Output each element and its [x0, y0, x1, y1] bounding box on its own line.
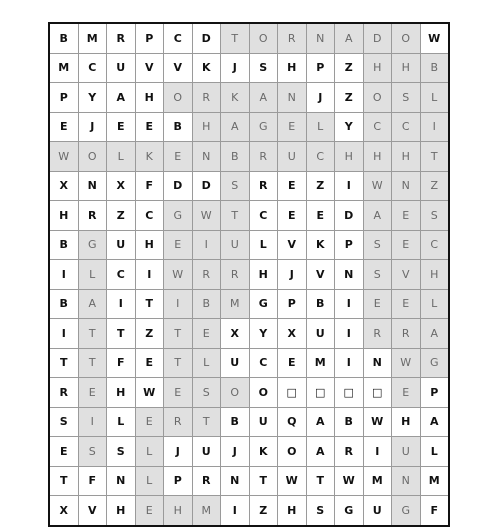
grid-cell[interactable]: H [363, 142, 392, 172]
grid-cell[interactable]: □ [335, 378, 364, 408]
grid-cell[interactable]: Z [249, 496, 278, 526]
grid-cell[interactable]: X [49, 496, 78, 526]
grid-cell[interactable]: S [363, 230, 392, 260]
grid-cell[interactable]: S [249, 53, 278, 83]
grid-cell[interactable]: E [192, 319, 221, 349]
grid-cell[interactable]: T [221, 201, 250, 231]
grid-cell[interactable]: I [135, 260, 164, 290]
grid-cell[interactable]: L [420, 437, 449, 467]
grid-cell[interactable]: A [335, 23, 364, 53]
grid-cell[interactable]: E [278, 348, 307, 378]
grid-cell[interactable]: A [78, 289, 107, 319]
grid-cell[interactable]: E [135, 496, 164, 526]
grid-cell[interactable]: T [164, 319, 193, 349]
grid-cell[interactable]: R [192, 260, 221, 290]
grid-cell[interactable]: R [392, 319, 421, 349]
grid-cell[interactable]: B [306, 289, 335, 319]
grid-cell[interactable]: L [249, 230, 278, 260]
grid-cell[interactable]: A [306, 437, 335, 467]
grid-cell[interactable]: K [306, 230, 335, 260]
grid-cell[interactable]: W [192, 201, 221, 231]
grid-cell[interactable]: I [107, 289, 136, 319]
grid-cell[interactable]: V [278, 230, 307, 260]
grid-cell[interactable]: A [363, 201, 392, 231]
grid-cell[interactable]: N [306, 23, 335, 53]
grid-cell[interactable]: M [420, 466, 449, 496]
grid-cell[interactable]: R [78, 201, 107, 231]
grid-cell[interactable]: P [49, 83, 78, 113]
grid-cell[interactable]: E [78, 378, 107, 408]
grid-cell[interactable]: J [78, 112, 107, 142]
grid-cell[interactable]: R [192, 83, 221, 113]
grid-cell[interactable]: D [192, 23, 221, 53]
grid-cell[interactable]: U [107, 230, 136, 260]
grid-cell[interactable]: V [392, 260, 421, 290]
grid-cell[interactable]: Z [107, 201, 136, 231]
grid-cell[interactable]: V [135, 53, 164, 83]
grid-cell[interactable]: B [49, 230, 78, 260]
grid-cell[interactable]: T [164, 348, 193, 378]
grid-cell[interactable]: G [78, 230, 107, 260]
grid-cell[interactable]: E [392, 201, 421, 231]
grid-cell[interactable]: H [107, 378, 136, 408]
grid-row [49, 171, 449, 201]
grid-row [49, 319, 449, 349]
grid-cell[interactable]: A [420, 319, 449, 349]
grid-cell[interactable]: N [363, 348, 392, 378]
grid-cell[interactable]: E [278, 112, 307, 142]
grid-row [49, 83, 449, 113]
grid-cell[interactable]: M [78, 23, 107, 53]
grid-row [49, 230, 449, 260]
grid-cell[interactable]: W [392, 348, 421, 378]
grid-cell[interactable]: E [392, 378, 421, 408]
grid-cell[interactable]: J [278, 260, 307, 290]
grid-row [49, 260, 449, 290]
grid-cell[interactable]: E [49, 437, 78, 467]
grid-cell[interactable]: E [363, 289, 392, 319]
grid-cell[interactable]: Q [278, 407, 307, 437]
grid-cell[interactable]: W [363, 171, 392, 201]
grid-cell[interactable]: M [306, 348, 335, 378]
grid-cell[interactable]: K [192, 53, 221, 83]
grid-cell[interactable]: F [78, 466, 107, 496]
grid-cell[interactable]: L [135, 437, 164, 467]
grid-cell[interactable]: S [306, 496, 335, 526]
grid-cell[interactable]: N [335, 260, 364, 290]
grid-cell[interactable]: A [107, 83, 136, 113]
grid-cell[interactable]: K [249, 437, 278, 467]
grid-cell[interactable]: C [392, 112, 421, 142]
grid-cell[interactable]: B [49, 289, 78, 319]
grid-cell[interactable]: I [335, 319, 364, 349]
grid-cell[interactable]: W [420, 23, 449, 53]
grid-cell[interactable]: U [249, 407, 278, 437]
grid-cell[interactable]: D [192, 171, 221, 201]
grid-cell[interactable]: C [420, 230, 449, 260]
grid-cell[interactable]: T [249, 466, 278, 496]
grid-cell[interactable]: U [278, 142, 307, 172]
grid-cell[interactable]: I [363, 437, 392, 467]
grid-cell[interactable]: H [363, 53, 392, 83]
grid-cell[interactable]: P [164, 466, 193, 496]
grid-cell[interactable]: E [278, 201, 307, 231]
grid-cell[interactable]: J [164, 437, 193, 467]
grid-cell[interactable]: R [363, 319, 392, 349]
grid-cell[interactable]: T [49, 348, 78, 378]
grid-cell[interactable]: V [306, 260, 335, 290]
grid-cell[interactable]: E [278, 171, 307, 201]
grid-cell[interactable]: I [335, 171, 364, 201]
grid-cell[interactable]: V [78, 496, 107, 526]
grid-cell[interactable]: F [420, 496, 449, 526]
grid-cell[interactable]: H [392, 407, 421, 437]
grid-cell[interactable]: O [164, 83, 193, 113]
grid-cell[interactable]: N [107, 466, 136, 496]
grid-cell[interactable]: L [192, 348, 221, 378]
grid-cell[interactable]: P [335, 230, 364, 260]
grid-cell[interactable]: U [221, 348, 250, 378]
grid-row [49, 466, 449, 496]
grid-cell[interactable]: A [420, 407, 449, 437]
grid-cell[interactable]: V [164, 53, 193, 83]
grid-cell[interactable]: I [420, 112, 449, 142]
grid-cell[interactable]: S [192, 378, 221, 408]
grid-cell[interactable]: E [164, 378, 193, 408]
grid-cell[interactable]: J [306, 83, 335, 113]
grid-row [49, 378, 449, 408]
grid-cell[interactable]: K [135, 142, 164, 172]
grid-cell[interactable]: C [164, 23, 193, 53]
grid-cell[interactable]: O [249, 23, 278, 53]
grid-cell[interactable]: X [221, 319, 250, 349]
grid-cell[interactable]: L [107, 407, 136, 437]
grid-cell[interactable]: P [306, 53, 335, 83]
grid-cell[interactable]: U [306, 319, 335, 349]
grid-cell[interactable]: R [249, 171, 278, 201]
grid-cell[interactable]: O [221, 378, 250, 408]
grid-cell[interactable]: S [221, 171, 250, 201]
grid-row [49, 348, 449, 378]
grid-cell[interactable]: A [249, 83, 278, 113]
grid-cell[interactable]: P [278, 289, 307, 319]
grid-cell[interactable]: P [420, 378, 449, 408]
grid-row [49, 142, 449, 172]
grid-cell[interactable]: T [221, 23, 250, 53]
grid-cell[interactable]: T [49, 466, 78, 496]
grid-cell[interactable]: E [107, 112, 136, 142]
grid-cell[interactable]: Y [249, 319, 278, 349]
grid-cell[interactable]: R [278, 23, 307, 53]
grid-cell[interactable]: I [221, 496, 250, 526]
grid-cell[interactable]: U [221, 230, 250, 260]
grid-cell[interactable]: E [392, 230, 421, 260]
grid-cell[interactable]: R [49, 378, 78, 408]
grid-cell[interactable]: T [135, 289, 164, 319]
grid-cell[interactable]: R [192, 466, 221, 496]
grid-cell[interactable]: N [278, 83, 307, 113]
grid-row [49, 407, 449, 437]
grid-cell[interactable]: U [392, 437, 421, 467]
grid-cell[interactable]: Z [135, 319, 164, 349]
grid-cell[interactable]: H [192, 112, 221, 142]
grid-cell[interactable]: B [164, 112, 193, 142]
grid-cell[interactable]: Y [78, 83, 107, 113]
grid-cell[interactable]: R [249, 142, 278, 172]
grid-cell[interactable]: W [135, 378, 164, 408]
word-search-grid [48, 22, 450, 527]
grid-row [49, 23, 449, 53]
grid-cell[interactable]: X [107, 171, 136, 201]
grid-cell[interactable]: B [49, 23, 78, 53]
grid-cell[interactable]: M [192, 496, 221, 526]
grid-cell[interactable]: J [221, 53, 250, 83]
grid-cell[interactable]: A [306, 407, 335, 437]
grid-cell[interactable]: A [221, 112, 250, 142]
grid-cell[interactable]: E [49, 112, 78, 142]
grid-cell[interactable]: F [135, 171, 164, 201]
grid-cell[interactable]: S [420, 201, 449, 231]
grid-cell[interactable]: S [49, 407, 78, 437]
grid-cell[interactable]: R [335, 437, 364, 467]
grid-cell[interactable]: L [306, 112, 335, 142]
grid-cell[interactable]: X [49, 171, 78, 201]
grid-cell[interactable]: C [78, 53, 107, 83]
grid-row [49, 496, 449, 526]
grid-cell[interactable]: C [363, 112, 392, 142]
grid-row [49, 201, 449, 231]
grid-row [49, 289, 449, 319]
grid-row [49, 53, 449, 83]
grid-cell[interactable]: H [278, 53, 307, 83]
grid-cell[interactable]: C [249, 348, 278, 378]
grid-cell[interactable]: N [192, 142, 221, 172]
grid-cell[interactable]: B [335, 407, 364, 437]
grid-cell[interactable]: J [221, 437, 250, 467]
grid-cell[interactable]: W [164, 260, 193, 290]
grid-cell[interactable]: Z [335, 53, 364, 83]
grid-cell[interactable]: I [335, 348, 364, 378]
grid-cell[interactable]: □ [306, 378, 335, 408]
grid-cell[interactable]: U [363, 496, 392, 526]
grid-cell[interactable]: I [192, 230, 221, 260]
grid-cell[interactable]: W [335, 466, 364, 496]
grid-cell[interactable]: N [221, 466, 250, 496]
grid-cell[interactable]: S [363, 260, 392, 290]
grid-cell[interactable]: B [192, 289, 221, 319]
grid-cell[interactable]: H [420, 260, 449, 290]
grid-cell[interactable]: X [278, 319, 307, 349]
grid-cell[interactable]: Z [420, 171, 449, 201]
grid-cell[interactable]: F [107, 348, 136, 378]
grid-cell[interactable]: H [392, 53, 421, 83]
grid-cell[interactable]: W [278, 466, 307, 496]
grid-cell[interactable]: E [164, 142, 193, 172]
grid-cell[interactable]: M [363, 466, 392, 496]
grid-cell[interactable]: N [78, 171, 107, 201]
grid-cell[interactable]: P [135, 23, 164, 53]
grid-cell[interactable]: G [335, 496, 364, 526]
grid-cell[interactable]: M [49, 53, 78, 83]
grid-cell[interactable]: G [392, 496, 421, 526]
grid-cell[interactable]: M [221, 289, 250, 319]
grid-cell[interactable]: E [135, 112, 164, 142]
grid-cell[interactable]: L [420, 83, 449, 113]
grid-cell[interactable]: W [49, 142, 78, 172]
grid-cell[interactable]: B [420, 53, 449, 83]
grid-cell[interactable]: S [107, 437, 136, 467]
grid-cell[interactable]: T [78, 319, 107, 349]
grid-cell[interactable]: D [164, 171, 193, 201]
grid-cell[interactable]: □ [363, 378, 392, 408]
grid-cell[interactable]: O [392, 23, 421, 53]
grid-cell[interactable]: R [164, 407, 193, 437]
grid-cell[interactable]: E [306, 201, 335, 231]
grid-cell[interactable]: H [249, 260, 278, 290]
grid-cell[interactable]: H [164, 496, 193, 526]
grid-cell[interactable]: E [135, 407, 164, 437]
grid-cell[interactable]: G [249, 112, 278, 142]
grid-cell[interactable]: T [420, 142, 449, 172]
grid-cell[interactable]: S [78, 437, 107, 467]
grid-cell[interactable]: O [278, 437, 307, 467]
grid-cell[interactable]: E [392, 289, 421, 319]
grid-cell[interactable]: N [392, 171, 421, 201]
grid-cell[interactable]: I [164, 289, 193, 319]
grid-cell[interactable]: Z [306, 171, 335, 201]
grid-cell[interactable]: E [135, 348, 164, 378]
grid-cell[interactable]: H [107, 496, 136, 526]
grid-cell[interactable]: L [420, 289, 449, 319]
grid-cell[interactable]: O [249, 378, 278, 408]
grid-cell[interactable]: H [135, 83, 164, 113]
grid-cell[interactable]: H [135, 230, 164, 260]
grid-cell[interactable]: U [192, 437, 221, 467]
grid-cell[interactable]: D [363, 23, 392, 53]
grid-cell[interactable]: T [306, 466, 335, 496]
grid-cell[interactable]: I [78, 407, 107, 437]
grid-cell[interactable]: R [107, 23, 136, 53]
grid-cell[interactable]: W [363, 407, 392, 437]
grid-cell[interactable]: C [107, 260, 136, 290]
grid-cell[interactable]: L [135, 466, 164, 496]
grid-cell[interactable]: G [249, 289, 278, 319]
grid-cell[interactable]: L [107, 142, 136, 172]
grid-row [49, 437, 449, 467]
grid-cell[interactable]: I [49, 260, 78, 290]
grid-cell[interactable]: S [392, 83, 421, 113]
grid-cell[interactable]: H [335, 142, 364, 172]
grid-cell[interactable]: C [135, 201, 164, 231]
grid-cell[interactable]: I [335, 289, 364, 319]
grid-cell[interactable]: H [392, 142, 421, 172]
grid-cell[interactable]: R [221, 260, 250, 290]
grid-cell[interactable]: Z [335, 83, 364, 113]
grid-cell[interactable]: N [392, 466, 421, 496]
grid-cell[interactable]: T [107, 319, 136, 349]
grid-cell[interactable]: G [420, 348, 449, 378]
grid-cell[interactable]: Y [335, 112, 364, 142]
grid-row [49, 112, 449, 142]
grid-cell[interactable]: H [278, 496, 307, 526]
grid-cell[interactable]: C [249, 201, 278, 231]
grid-cell[interactable]: D [335, 201, 364, 231]
grid-cell[interactable]: H [49, 201, 78, 231]
grid-cell[interactable]: □ [278, 378, 307, 408]
grid-cell[interactable]: T [78, 348, 107, 378]
grid-cell[interactable]: B [221, 142, 250, 172]
grid-cell[interactable]: L [78, 260, 107, 290]
grid-cell[interactable]: O [78, 142, 107, 172]
grid-cell[interactable]: U [107, 53, 136, 83]
grid-cell[interactable]: C [306, 142, 335, 172]
grid-cell[interactable]: O [363, 83, 392, 113]
grid-cell[interactable]: I [49, 319, 78, 349]
grid-cell[interactable]: K [221, 83, 250, 113]
grid-cell[interactable]: E [164, 230, 193, 260]
grid-cell[interactable]: B [221, 407, 250, 437]
grid-cell[interactable]: G [164, 201, 193, 231]
grid-cell[interactable]: T [192, 407, 221, 437]
